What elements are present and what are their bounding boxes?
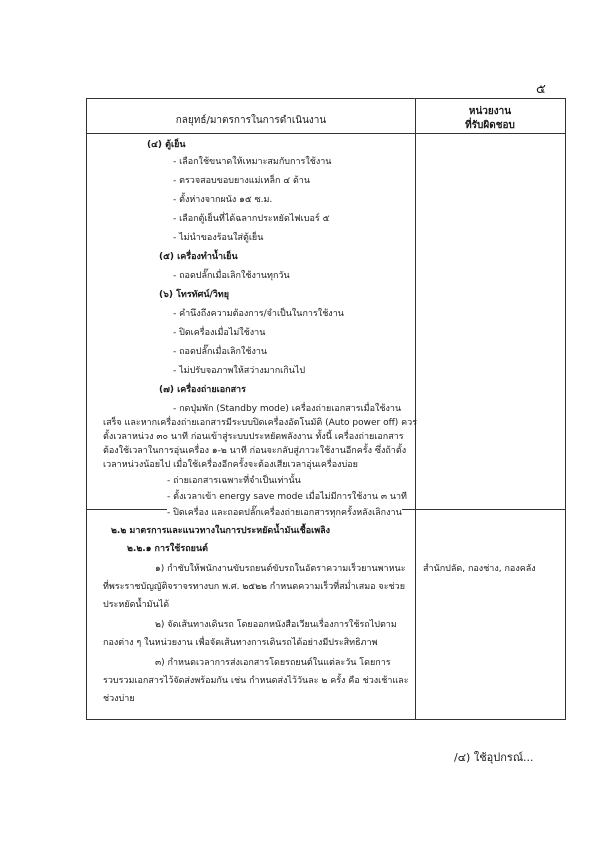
copier-item: - ตั้งเวลาเข้า energy save mode เมื่อไม่มีการใช้งาน ๓ นาที — [167, 492, 407, 502]
column-divider — [415, 99, 416, 719]
header-divider — [87, 133, 565, 134]
fuel-section-title: ๒.๒ มาตรการและแนวทางในการประหยัดน้ำมันเชื้อเพลิง — [111, 526, 331, 536]
fridge-title: (๔) ตู้เย็น — [147, 140, 186, 150]
fuel-item3-line: ๓) กำหนดเวลาการส่งเอกสารโดยรถยนต์ในแต่ละวัน โดยการ — [155, 658, 391, 668]
header-strategy: กลยุทธ์/มาตรการในการดำเนินงาน — [175, 115, 327, 126]
copier-para-line: ตั้งเวลาหน่วง ๓๐ นาที ก่อนเข้าสู่ระบบประหยัดพลังงาน ทั้งนี้ เครื่องถ่ายเอกสาร — [103, 432, 404, 442]
fridge-item: - ไม่นำของร้อนใส่ตู้เย็น — [173, 233, 264, 243]
copier-item: - ปิดเครื่อง และถอดปลั๊กเครื่องถ่ายเอกสารทุกครั้งหลังเลิกงาน — [167, 508, 402, 518]
fuel-item3-line: ช่วงบ่าย — [103, 694, 135, 704]
tv-item: - ไม่ปรับจอภาพให้สว่างมากเกินไป — [173, 366, 306, 376]
header-unit-line2: ที่รับผิดชอบ — [465, 120, 515, 131]
copier-item: - ถ่ายเอกสารเฉพาะที่จำเป็นเท่านั้น — [167, 476, 301, 486]
fuel-item1-line: ๑) กำชับให้พนักงานขับรถยนต์ขับรถในอัตราความเร็วยานพาหนะ — [155, 564, 406, 574]
tv-item: - ปิดเครื่องเมื่อไม่ใช้งาน — [173, 328, 266, 338]
continuation-note: /๔) ใช้อุปกรณ์... — [454, 751, 534, 764]
fridge-item: - ตั้งห่างจากผนัง ๑๕ ซ.ม. — [173, 195, 273, 205]
header-unit-line1: หน่วยงาน — [468, 106, 512, 117]
fuel-item1-line: ที่พระราชบัญญัติจราจรทางบก พ.ศ. ๒๕๒๒ กำหนดความเร็วที่สม่ำเสมอ จะช่วย — [103, 582, 405, 592]
copier-para-line: เสร็จ และหากเครื่องถ่ายเอกสารมีระบบปิดเครื่องอัตโนมัติ (Auto power off) ควร — [103, 418, 418, 428]
copier-title: (๗) เครื่องถ่ายเอกสาร — [159, 385, 246, 395]
responsible-unit: สำนักปลัด, กองช่าง, กองคลัง — [423, 564, 536, 574]
tv-item: - คำนึงถึงความต้องการ/จำเป็นในการใช้งาน — [173, 309, 344, 319]
fridge-item: - ตรวจสอบขอบยางแม่เหล็ก ๔ ด้าน — [173, 176, 311, 186]
copier-para-line: - กดปุ่มพัก (Standby mode) เครื่องถ่ายเอกสารเมื่อใช้งาน — [173, 404, 402, 414]
measures-table — [86, 98, 566, 720]
tv-item: - ถอดปลั๊กเมื่อเลิกใช้งาน — [173, 347, 268, 357]
fuel-item3-line: รวบรวมเอกสารไว้จัดส่งพร้อมกัน เช่น กำหนดส่งไว้วันละ ๒ ครั้ง คือ ช่วงเช้าและ — [103, 676, 409, 686]
copier-para-line: ต้องใช้เวลาในการอุ่นเครื่อง ๑-๒ นาที ก่อนจะกลับสู่ภาวะใช้งานอีกครั้ง ซึ่งถ้าตั้ง — [103, 446, 407, 456]
header-unit — [415, 105, 565, 133]
fuel-item1-line: ประหยัดน้ำมันได้ — [103, 600, 170, 610]
copier-para-line: เวลาหน่วงน้อยไป เมื่อใช้เครื่องอีกครั้งจะต้องเสียเวลาอุ่นเครื่องบ่อย — [103, 460, 358, 470]
fuel-subsection-title: ๒.๒.๑ การใช้รถยนต์ — [127, 544, 208, 554]
fuel-item2-line: ๒) จัดเส้นทางเดินรถ โดยออกหนังสือเวียนเรื่องการใช้รถไปตาม — [155, 620, 397, 630]
water-cooler-title: (๕) เครื่องทำน้ำเย็น — [159, 252, 238, 262]
fuel-item2-line: กองต่าง ๆ ในหน่วยงาน เพื่อจัดเส้นทางการเดินรถได้อย่างมีประสิทธิภาพ — [103, 638, 378, 648]
water-cooler-item: - ถอดปลั๊กเมื่อเลิกใช้งานทุกวัน — [173, 271, 290, 281]
page-number: ๕ — [536, 82, 546, 97]
fridge-item: - เลือกใช้ขนาดให้เหมาะสมกับการใช้งาน — [173, 157, 332, 167]
tv-title: (๖) โทรทัศน์/วิทยุ — [159, 290, 230, 300]
fridge-item: - เลือกตู้เย็นที่ได้ฉลากประหยัดไฟเบอร์ ๕ — [173, 214, 330, 224]
